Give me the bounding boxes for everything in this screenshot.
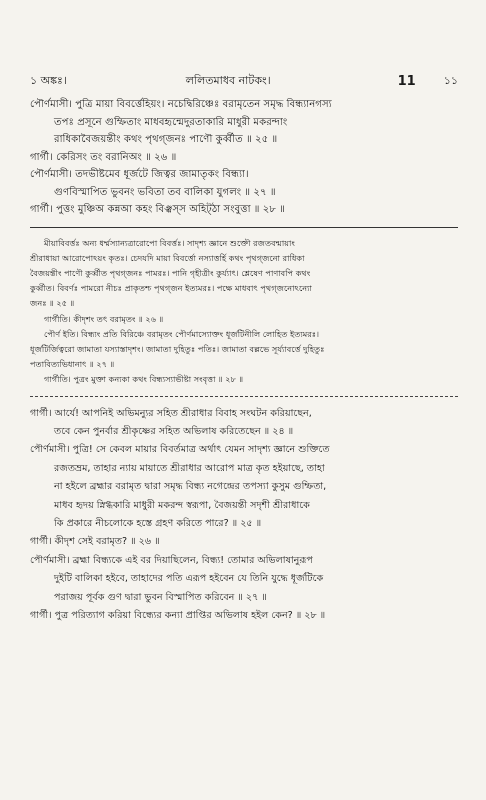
commentary-line: মীয়াবিবর্ত্তঃ অন্য ধর্ম্মস্যান্যত্রারোপো বিবর্ত্তঃ। সাদৃশ্য জ্ঞানে শুক্তৌ রজতবন্মায়াং xyxy=(44,237,295,248)
translation-line: রজতভ্রম, তাহার ন্যায় মায়াতে শ্রীরাধার আরোপ মাত্র কৃত হইয়াছে, তাহা xyxy=(54,462,325,474)
commentary-line: জনঃ ॥ ২৫ ॥ xyxy=(30,298,75,309)
translation-line: কি প্রকারে নীচলোকে হস্তে গ্রহণ করিতে পারে? ॥ ২৫ ॥ xyxy=(54,517,262,529)
commentary-line: কুর্ব্বীত। বিবর্ণঃ পামরো নীচঃ প্রাকৃতশ্চ পৃথগ্জন ইত্যমরঃ। পক্ষে মাধবাৎ পৃথগ্জনোঽন্যো xyxy=(30,283,312,294)
translation-line: না হইলে ব্রহ্মার বরামৃত দ্বারা সমৃদ্ধ বিন্ধ্য নগেন্দ্রের তপস্যা কুসুম গুম্ফিতা, xyxy=(54,481,327,493)
sanskrit-text xyxy=(30,96,458,219)
translation-line: পৌর্ণমাসী। ব্রহ্মা বিন্ধ্যকে এই বর দিয়াছিলেন, বিন্ধ্য! তোমার অভিলাষানুরূপ xyxy=(30,554,313,566)
running-header xyxy=(30,72,458,90)
translation-line: পরাজয় পূর্বক গুণ দ্বারা ভুবন বিস্মাপিত করিবেন ॥ ২৭ ॥ xyxy=(54,591,267,603)
verse-line: গুণবিস্মাপিত ভুবনং ভবিতা তব বালিকা যুগলং ॥ ২৭ ॥ xyxy=(54,186,276,198)
translation-line: মাধব হৃদয় স্নিগ্ধকারি মাধুরী মকরন্দ স্বরূপা, বৈজয়ন্তী সদৃশী শ্রীরাধাকে xyxy=(54,499,310,511)
translation-line: তবে কেন পুনর্বার শ্রীকৃষ্ণের সহিত অভিলাষ করিতেছেন ॥ ২৪ ॥ xyxy=(54,425,294,437)
commentary-line: শ্রীরাধায়া আরোপোঽয়ং কৃতঃ। চেদযদি মায়া বিবর্ত্তো নস্যাত্তর্হি কথং পৃথগ্জনো রাধিকা xyxy=(30,252,305,263)
translation-line: দুইটি বালিকা হইবে, তাহাদের পতি এরূপ হইবেন যে তিনি যুদ্ধে ধূর্জটিকে xyxy=(54,573,324,585)
page-number-bengali: ১১ xyxy=(443,73,458,87)
verse-line: পৌর্ণমাসী। তদভীষ্টমেব ধূর্জটে জিত্বর জামাতৃকং বিন্ধ্যা। xyxy=(30,169,249,180)
translation-line: গার্গী। পুত্র পরিত্যাগ করিয়া বিন্ধ্যের কন্যা প্রাপ্তির অভিলাষ হইল কেন? ॥ ২৮ ॥ xyxy=(30,610,326,621)
section-divider xyxy=(30,396,458,397)
verse-line: গার্গী। কেরিসং তং বরানিঅং ॥ ২৬ ॥ xyxy=(30,151,177,163)
verse-line: রাধিকাবৈজয়ন্তীং কথং পৃথগ্জনঃ পাণৌ কুর্ব্বীত ॥ ২৫ ॥ xyxy=(54,134,278,145)
commentary-text xyxy=(30,236,458,388)
commentary-line: বৈজয়ন্তীং পাণৌ কুর্ব্বীত পৃথগ্জনঃ পামরঃ। পানি গৃহীত্রীং কুর্য্যাৎ। শ্লেষেণ পাণাবপি কথং xyxy=(30,267,311,278)
book-page xyxy=(30,72,458,625)
page-number-latin: 11 xyxy=(397,73,416,89)
commentary-line: গার্গীতি। কীদৃশং তৎ বরামৃতং ॥ ২৬ ॥ xyxy=(44,313,164,324)
translation-line: গার্গী। কীদৃশ সেই বরামৃত? ॥ ২৬ ॥ xyxy=(30,536,160,548)
header-act: ১ অঙ্কঃ। xyxy=(30,73,67,87)
commentary-line: ধূর্জটির্জিত্বরো জামাতা যস্যাস্তাদৃশং। জামাতা দুহিতুঃ পতিঃ। জামাতা বল্লভে সূর্য্যাবর্ত্তে দুহিতুঃ xyxy=(30,343,325,354)
translation-line: গার্গী। আর্যে! আপনিই অভিমন্যুর সহিত শ্রীরাধার বিবাহ সংঘটন করিয়াছেন, xyxy=(30,407,312,419)
commentary-line: পতাবিত্যভিধানাৎ ॥ ২৭ ॥ xyxy=(30,359,115,370)
verse-line: পৌর্ণমাসী। পুত্রি মায়া বিবর্ত্তেহিয়ং। নচেদ্বিরিঞ্চেঃ বরামৃতেন সমৃদ্ধ বিন্ধ্যানগস্য xyxy=(30,99,332,110)
section-divider xyxy=(30,227,458,228)
commentary-line: গার্গীতি। পুত্রং মুক্তা কন্যকা কথং বিন্ধ্যস্যাভীষ্টা সংবৃত্তা ॥ ২৮ ॥ xyxy=(44,374,244,385)
commentary-line: পৌর্ণ ইতি। বিন্ধ্যং প্রতি বিরিঞ্চে বরামৃতং পৌর্ণমাস্যোক্তং ধূর্জটিনীলি লোহিত ইত্যমরঃ। xyxy=(44,328,320,339)
verse-line: গার্গী। পুত্তং মুঞ্চিঅ কন্নআ কহং বিঞ্ঝস্স অহিট্ঠা সংবুত্তা ॥ ২৮ ॥ xyxy=(30,204,285,215)
verse-line: তপঃ প্রসূনে গুম্ফিতাং মাধবহৃন্মেদুরতাকারি মাধুরী মকরন্দাং xyxy=(54,116,288,128)
header-title: ললিতমাধব নাটকং। xyxy=(185,73,271,87)
bengali-translation xyxy=(30,405,458,626)
translation-line: পৌর্ণমাসী। পুত্রি! সে কেবল মায়ার বিবর্তমাত্র অর্থাৎ যেমন সাদৃশ্য জ্ঞানে শুক্তিতে xyxy=(30,444,330,456)
